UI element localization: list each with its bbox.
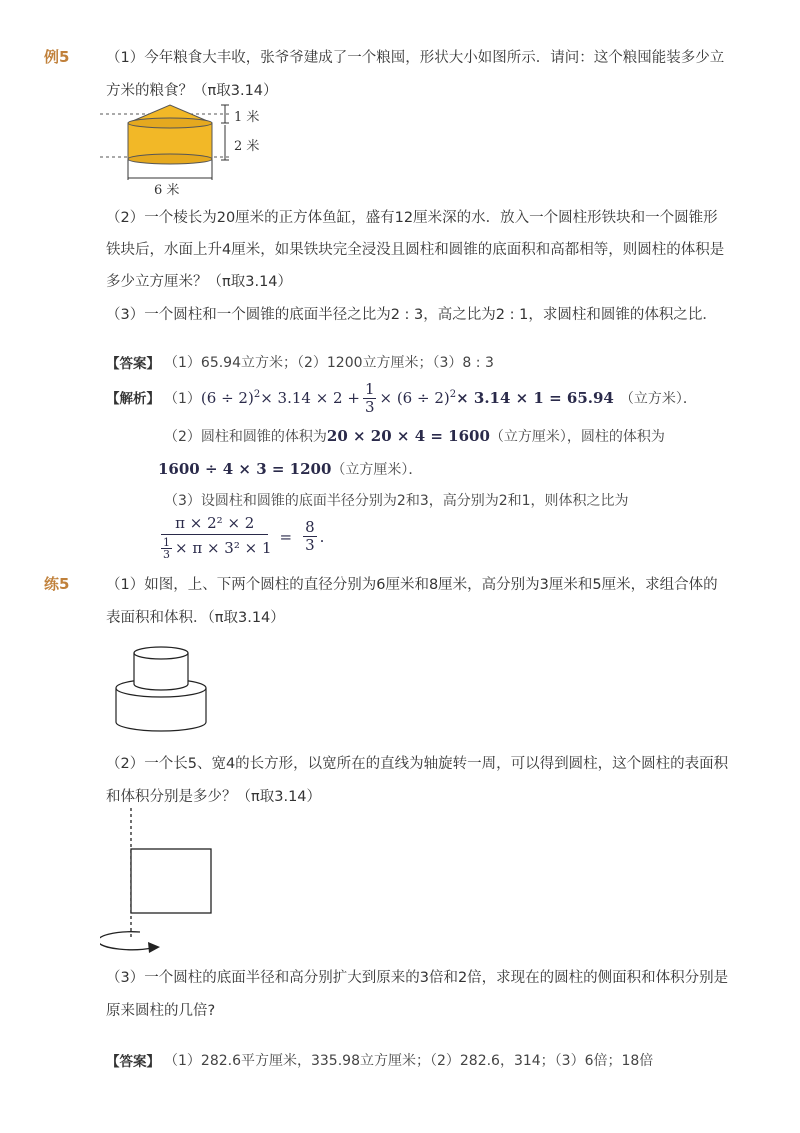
example-answer-label: 【答案】 xyxy=(106,356,160,372)
solution-3-numerator: π × 2² × 2 xyxy=(161,512,268,535)
rotation-arrow-head xyxy=(148,942,160,953)
rotating-rectangle-figure xyxy=(100,808,220,958)
example-tag: 例5 xyxy=(44,48,70,66)
practice-q1-line1: （1）如图，上、下两个圆柱的直径分别为6厘米和8厘米，高分别为3厘米和5厘米，求组合体的 xyxy=(106,577,718,593)
granary-cylinder-bottom xyxy=(128,154,212,164)
stacked-cylinders-figure xyxy=(110,640,210,735)
solution-1-term-c: × (6 ÷ 2) xyxy=(379,389,450,407)
granary-bottom-label: 6 米 xyxy=(154,183,180,198)
granary-side-label: 2 米 xyxy=(234,139,260,154)
example-q2-line1: （2）一个棱长为20厘米的正方体鱼缸，盛有12厘米深的水．放入一个圆柱形铁块和一个圆锥形 xyxy=(106,210,718,226)
solution-1-term-d: × 3.14 × 1 = 65.94 xyxy=(456,389,614,407)
solution-3-formula: π × 2² × 2 $\frac{1}{3}$ × π × 3² × 1 = $\frac{8}{3}$ . xyxy=(163,514,325,561)
example-analysis-label: 【解析】 xyxy=(106,391,160,407)
rotation-arrow-arc xyxy=(100,932,152,950)
solution-2-math-1: 20 × 20 × 4 = 1600 xyxy=(326,427,490,445)
granary-cone-base xyxy=(128,118,212,128)
practice-q1-line2: 表面积和体积．（π取3.14） xyxy=(106,610,285,626)
solution-1: （1） $(6 \div 2)^2$ × 3.14 × 2 + $\frac{1}{3}$ × $(6 \div 2)^2$ × 3.14 × 1 = 65.94 （立方米）． xyxy=(164,379,697,416)
example-q1-line1: （1）今年粮食大丰收，张爷爷建成了一个粮囤，形状大小如图所示．请问：这个粮囤能装多少立 xyxy=(106,50,725,66)
solution-2-line2: 1600 ÷ 4 × 3 = 1200（立方厘米）． xyxy=(158,460,423,478)
solution-2-math-2: 1600 ÷ 4 × 3 = 1200 xyxy=(158,460,332,478)
practice-q3-line1: （3）一个圆柱的底面半径和高分别扩大到原来的3倍和2倍，求现在的圆柱的侧面积和体积分别是 xyxy=(106,970,729,986)
solution-3-denominator: × π × 3² × 1 xyxy=(175,539,272,557)
granary-figure xyxy=(100,100,280,200)
practice-answer-text: （1）282.6平方厘米，335.98立方厘米；（2）282.6，314；（3）6倍；18倍 xyxy=(164,1053,654,1069)
practice-answer-label: 【答案】 xyxy=(106,1054,160,1070)
practice-q2-line2: 和体积分别是多少？（π取3.14） xyxy=(106,789,322,805)
solution-3-result: $\frac{8}{3}$ xyxy=(305,518,315,554)
example-q2-line3: 多少立方厘米？（π取3.14） xyxy=(106,274,293,290)
granary-top-label: 1 米 xyxy=(234,110,260,125)
practice-q3-line2: 原来圆柱的几倍? xyxy=(106,1003,216,1019)
solution-3-line1: （3）设圆柱和圆锥的底面半径分别为2和3，高分别为2和1，则体积之比为 xyxy=(164,493,629,509)
solution-1-term-b: × 3.14 × 2 + xyxy=(260,389,360,407)
solution-1-fraction: $\frac{1}{3}$ xyxy=(364,379,375,416)
example-q1-line2: 方米的粮食？（π取3.14） xyxy=(106,83,278,99)
example-answer-text: （1）65.94立方米；（2）1200立方厘米；（3）8 : 3 xyxy=(164,355,494,371)
solution-1-unit: （立方米）． xyxy=(619,391,697,407)
solution-1-prefix: （1） xyxy=(164,391,201,407)
solution-2-line1: （2）圆柱和圆锥的体积为20 × 20 × 4 = 1600（立方厘米），圆柱的体积为 xyxy=(164,427,665,445)
example-q3-line1: （3）一个圆柱和一个圆锥的底面半径之比为2 : 3，高之比为2 : 1，求圆柱和圆锥的体积之比． xyxy=(106,307,717,323)
practice-tag: 练5 xyxy=(44,575,70,593)
rectangle xyxy=(131,849,211,913)
upper-cylinder-top xyxy=(134,647,188,659)
example-q2-line2: 铁块后，水面上升4厘米，如果铁块完全浸没且圆柱和圆锥的底面积和高都相等，则圆柱的体积是 xyxy=(106,242,725,258)
solution-1-term-a: (6 ÷ 2) xyxy=(200,389,254,407)
practice-q2-line1: （2）一个长5、宽4的长方形，以宽所在的直线为轴旋转一周，可以得到圆柱，这个圆柱的表面积 xyxy=(106,756,729,772)
